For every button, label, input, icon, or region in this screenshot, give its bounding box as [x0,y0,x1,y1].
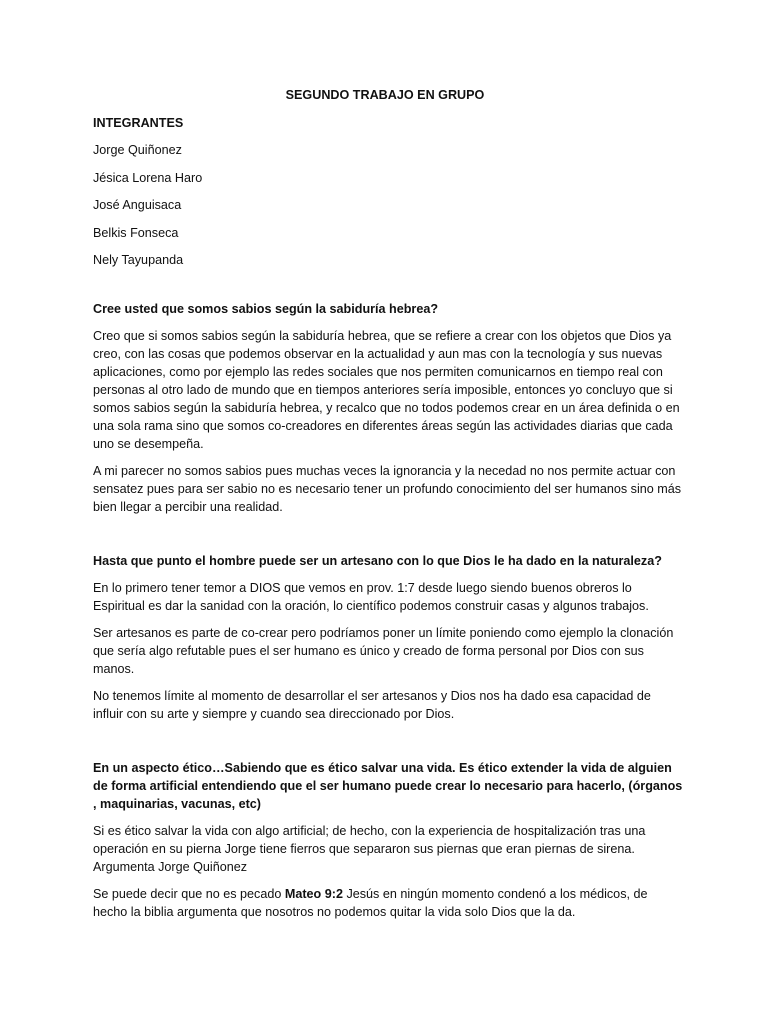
section-spacer [93,525,683,552]
question-heading: Cree usted que somos sabios según la sabiduría hebrea? [93,302,439,316]
member-name: Jésica Lorena Haro [93,170,203,185]
final-text-start: Se puede decir que no es pecado [93,887,285,901]
answer-paragraph: Si es ético salvar la vida con algo artificial; de hecho, con la experiencia de hospitalización tras una operación en su pierna Jorge tiene fierros que separaron sus piernas que eran piernas de sirena. Argumenta Jorge Quiñonez [93,824,646,874]
member-name: Jorge Quiñonez [93,143,182,157]
answer-paragraph: Ser artesanos es parte de co-crear pero podríamos poner un límite poniendo como ejemplo la clonación que sería algo refutable pues el ser humano es único y creado de forma personal por Dios con sus manos. [93,626,674,676]
final-text-end: Jesús en ningún momento condenó a los médicos, de hecho la biblia argumenta que nosotros no podemos quitar la vida solo Dios que la da. [93,887,648,919]
question-heading: Hasta que punto el hombre puede ser un artesano con lo que Dios le ha dado en la naturaleza? [93,554,662,568]
document-body [93,86,683,930]
bible-reference: Mateo 9:2 [284,887,343,901]
document-title: SEGUNDO TRABAJO EN GRUPO [285,88,485,102]
section-spacer [93,732,683,759]
answer-paragraph-final [93,885,683,921]
section-artisan [93,552,683,723]
members-list [93,141,683,269]
member-name: Nely Tayupanda [93,253,184,267]
member-name: Belkis Fonseca [93,225,179,240]
answer-paragraph: En lo primero tener temor a DIOS que vemos en prov. 1:7 desde luego siendo buenos obreros lo Espiritual es dar la sanidad con la oración, lo científico podemos construir casas y algunos trabajos. [93,581,649,613]
answer-paragraph: A mi parecer no somos sabios pues muchas veces la ignorancia y la necedad no nos permite actuar con sensatez pues para ser sabio no es necesario tener un profundo conocimiento del ser humanos sino más bien llegar a percibir una realidad. [93,464,682,514]
question-heading: En un aspecto ético…Sabiendo que es ético salvar una vida. Es ético extender la vida de alguien de forma artificial entendiendo que el ser humano puede crear lo necesario para hacerlo, (órganos , maquinarias, vacunas, etc) [93,761,683,811]
answer-paragraph: Creo que si somos sabios según la sabiduría hebrea, que se refiere a crear con los objetos que Dios ya creo, con las cosas que podemos observar en la actualidad y aun mas con la tecnología y sus nuevas aplicaciones, como por ejemplo las redes sociales que nos permiten comunicarnos en tiempo real con personas al otro lado de mundo que en tiempos anteriores sería imposible, entonces yo concluyo que si somos sabios según la sabiduría hebrea, y recalco que no todos podemos crear en un área definida o en una sola rama sino que somos co-creadores en diferentes áreas según las actividades diarias que cada uno se desempeña. [93,329,680,451]
section-ethics [93,759,683,921]
member-name: José Anguisaca [93,198,182,212]
section-wisdom [93,300,683,516]
answer-paragraph: No tenemos límite al momento de desarrollar el ser artesanos y Dios nos ha dado esa capacidad de influir con su arte y siempre y cuando sea direccionado por Dios. [93,689,651,721]
members-heading: INTEGRANTES [93,116,184,130]
